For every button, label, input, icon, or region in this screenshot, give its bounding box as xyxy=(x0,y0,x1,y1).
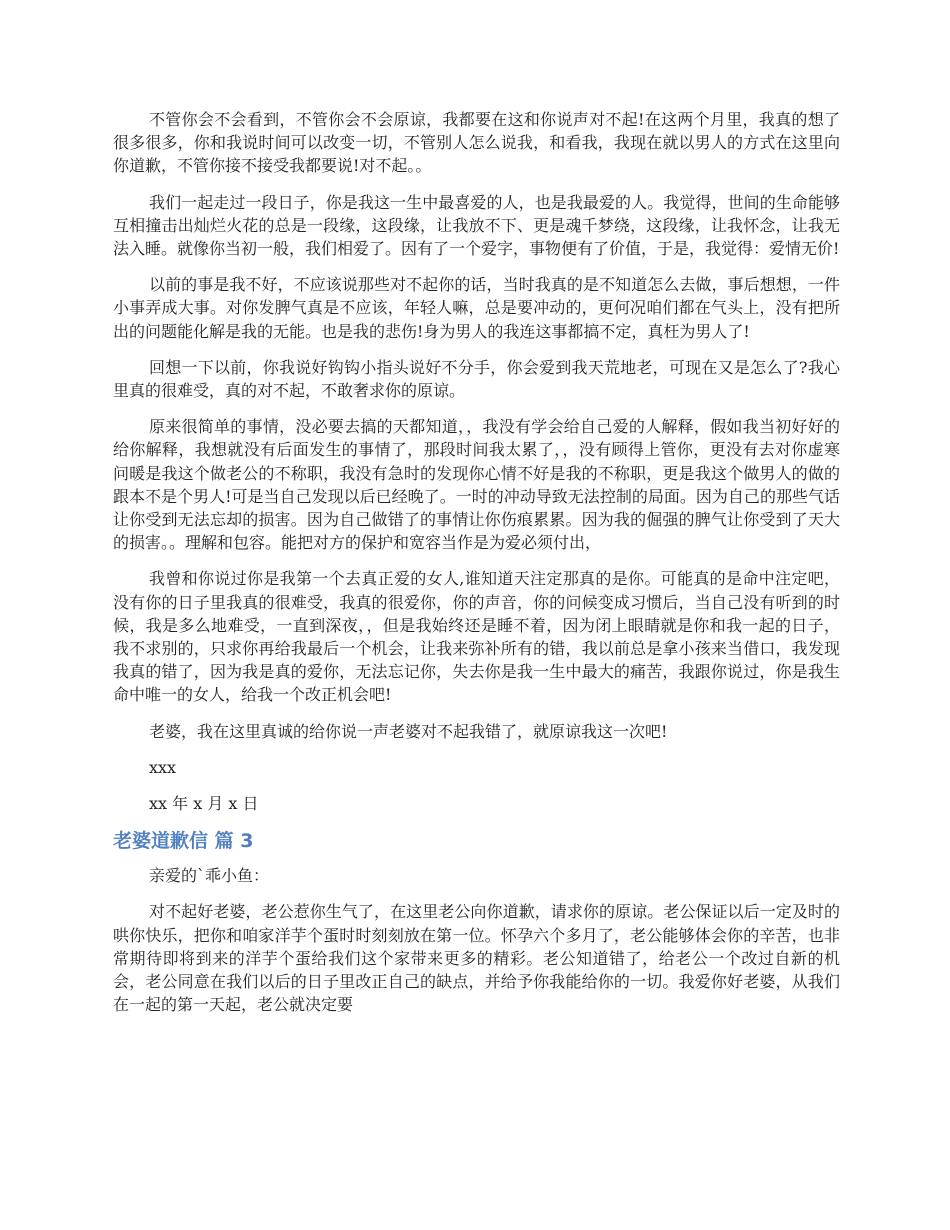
signature: xxx xyxy=(149,757,177,777)
paragraph-1: 不管你会不会看到，不管你会不会原谅，我都要在这和你说声对不起!在这两个月里，我真的想了很多很多，你和我说时间可以改变一切，不管别人怎么说我，和看我，我现在就以男人的方式在这里向你道歉，不管你接不接受我都要说!对不起。。 xyxy=(113,110,840,176)
paragraph-5: 原来很简单的事情，没必要去搞的天都知道，，我没有学会给自己爱的人解释，假如我当初好好的给你解释，我想就没有后面发生的事情了，那段时间我太累了，，没有顾得上管你，更没有去对你虚寒问暖是我这个做老公的不称职，我没有急时的发现你心情不好是我的不称职，更是我这个做男人的做的跟本不是个男人!可是当自己发现以后已经晚了。一时的冲动导致无法控制的局面。因为自己的那些气话让你受到无法忘却的损害。因为自己做错了的事情让你伤痕累累。因为我的倔强的脾气让你受到了天大的损害。。理解和包容。能把对方的保护和宽容当作是为爱必须付出， xyxy=(113,417,840,553)
paragraph-3: 以前的事是我不好，不应该说那些对不起你的话，当时我真的是不知道怎么去做，事后想想，一件小事弄成大事。对你发脾气真是不应该，年轻人嘛，总是要冲动的，更何况咱们都在气头上，没有把所出的问题能化解是我的无能。也是我的悲伤!身为男人的我连这事都搞不定，真枉为男人了! xyxy=(113,275,840,341)
document-page xyxy=(113,108,840,1030)
paragraph-2: 我们一起走过一段日子，你是我这一生中最喜爱的人，也是我最爱的人。我觉得，世间的生命能够互相撞击出灿烂火花的总是一段缘，这段缘，让我放不下、更是魂千梦绕，这段缘，让我怀念，让我无法入睡。就像你当初一般，我们相爱了。因有了一个爱字，事物便有了价值，于是，我觉得：爱情无价! xyxy=(113,192,840,259)
paragraph-6: 我曾和你说过你是我第一个去真正爱的女人,谁知道天注定那真的是你。可能真的是命中注定吧，没有你的日子里我真的很难受，我真的很爱你，你的声音，你的问候变成习惯后，当自己没有听到的时候，我是多么地难受，一直到深夜，，但是我始终还是睡不着，因为闭上眼睛就是你和我一起的日子，我不求别的，只求你再给我最后一个机会，让我来弥补所有的错，我以前总是拿小孩来当借口，我发现我真的错了，因为我是真的爱你，无法忘记你，失去你是我一生中最大的痛苦，我跟你说过，你是我生命中唯一的女人，给我一个改正机会吧! xyxy=(113,569,840,705)
section-heading: 老婆道歉信 篇 3 xyxy=(113,830,254,853)
paragraph-7: 老婆，我在这里真诚的给你说一声老婆对不起我错了，就原谅我这一次吧! xyxy=(149,721,668,741)
salutation: 亲爱的`乖小鱼： xyxy=(149,866,270,886)
date-line: xx 年 x 月 x 日 xyxy=(149,794,259,814)
paragraph-4: 回想一下以前，你我说好钩钩小指头说好不分手，你会爱到我天荒地老，可现在又是怎么了?我心里真的很难受，真的对不起，不敢奢求你的原谅。 xyxy=(113,357,840,401)
paragraph-8: 对不起好老婆，老公惹你生气了，在这里老公向你道歉，请求你的原谅。老公保证以后一定及时的哄你快乐，把你和咱家洋芋个蛋时时刻刻放在第一位。怀孕六个多月了，老公能够体会你的辛苦，也非常期待即将到来的洋芋个蛋给我们这个家带来更多的精彩。老公知道错了，给老公一个改过自新的机会，老公同意在我们以后的日子里改正自己的缺点，并给予你我能给你的一切。我爱你好老婆，从我们在一起的第一天起，老公就决定要 xyxy=(113,902,840,1015)
